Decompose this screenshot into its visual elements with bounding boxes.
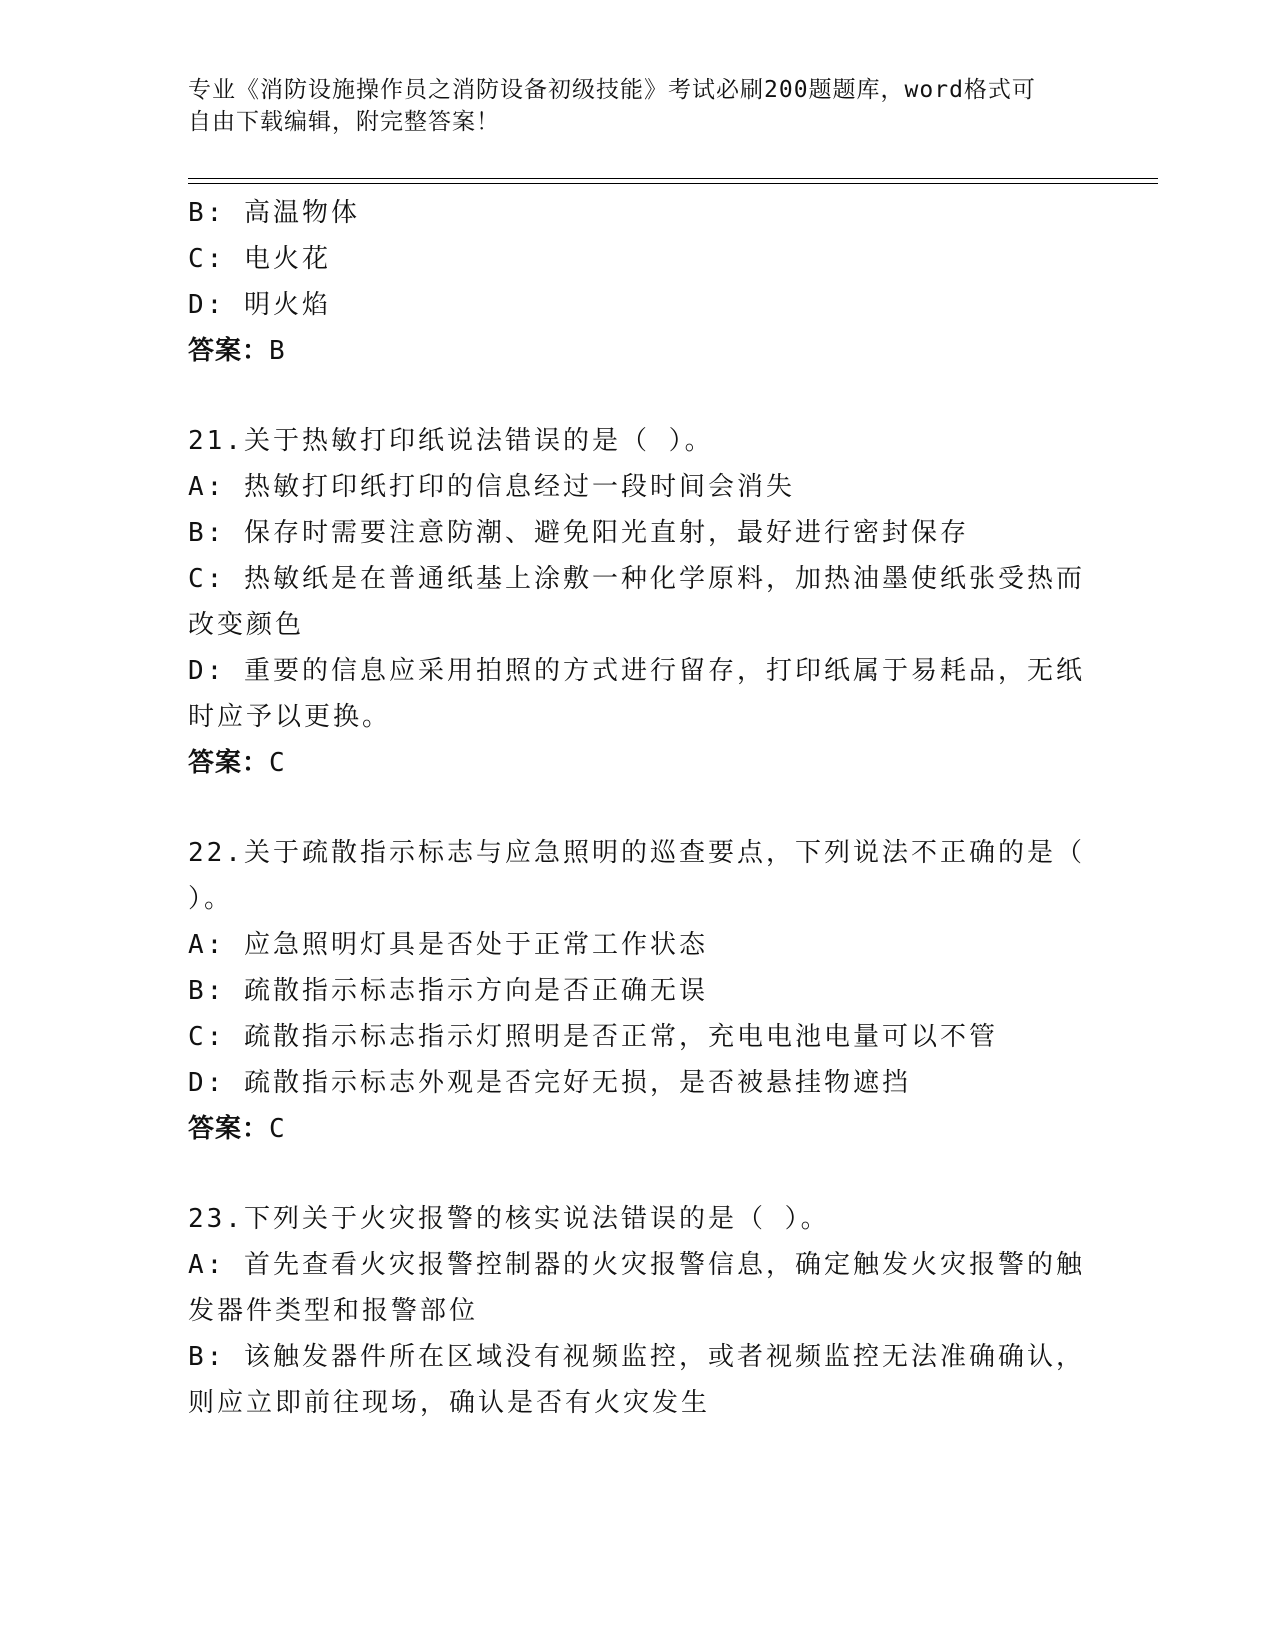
- header-divider-second: [188, 183, 1158, 184]
- option-a: A: 应急照明灯具是否处于正常工作状态: [188, 930, 708, 960]
- option-b: B: 高温物体: [188, 198, 360, 228]
- answer-value: C: [269, 1114, 288, 1144]
- option-a-continued: 发器件类型和报警部位: [188, 1296, 479, 1326]
- spacer: [188, 374, 1088, 418]
- spacer: [188, 1152, 1088, 1196]
- answer-line: [188, 328, 1088, 374]
- spacer: [188, 786, 1088, 830]
- question-stem: 23.下列关于火灾报警的核实说法错误的是（ ）。: [188, 1204, 830, 1234]
- option-d: D: 疏散指示标志外观是否完好无损，是否被悬挂物遮挡: [188, 1068, 911, 1098]
- answer-value: C: [269, 748, 288, 778]
- answer-label: 答案：: [188, 336, 270, 366]
- answer-line: [188, 1106, 1088, 1152]
- option-b: B: 该触发器件所在区域没有视频监控，或者视频监控无法准确确认，: [188, 1342, 1085, 1372]
- prev-question: [188, 190, 1088, 374]
- answer-value: B: [269, 336, 288, 366]
- option-d-continued: 时应予以更换。: [188, 702, 392, 732]
- option-c: C: 疏散指示标志指示灯照明是否正常，充电电池电量可以不管: [188, 1022, 998, 1052]
- answer-label: 答案：: [188, 748, 270, 778]
- header-divider: [188, 178, 1158, 179]
- question-stem: 21.关于热敏打印纸说法错误的是（ ）。: [188, 426, 714, 456]
- option-c-continued: 改变颜色: [188, 610, 305, 640]
- header-line-1: 专业《消防设施操作员之消防设备初级技能》考试必刷200题题库，word格式可: [188, 77, 1036, 103]
- option-b-continued: 则应立即前往现场，确认是否有火灾发生: [188, 1388, 711, 1418]
- option-a: A: 首先查看火灾报警控制器的火灾报警信息，确定触发火灾报警的触: [188, 1250, 1085, 1280]
- option-a: A: 热敏打印纸打印的信息经过一段时间会消失: [188, 472, 795, 502]
- answer-label: 答案：: [188, 1114, 270, 1144]
- page-header: [188, 74, 1068, 138]
- question-21: [188, 418, 1088, 786]
- option-d: D: 明火焰: [188, 290, 331, 320]
- answer-line: [188, 740, 1088, 786]
- question-22: [188, 830, 1088, 1152]
- header-line-2: 自由下载编辑，附完整答案！: [188, 109, 500, 135]
- option-b: B: 保存时需要注意防潮、避免阳光直射，最好进行密封保存: [188, 518, 969, 548]
- question-content: [188, 190, 1088, 1426]
- question-23: [188, 1196, 1088, 1426]
- option-c: C: 热敏纸是在普通纸基上涂敷一种化学原料，加热油墨使纸张受热而: [188, 564, 1085, 594]
- option-b: B: 疏散指示标志指示方向是否正确无误: [188, 976, 708, 1006]
- question-stem: 22.关于疏散指示标志与应急照明的巡查要点，下列说法不正确的是（: [188, 838, 1085, 868]
- question-stem-continued: ）。: [188, 884, 234, 914]
- option-d: D: 重要的信息应采用拍照的方式进行留存，打印纸属于易耗品，无纸: [188, 656, 1085, 686]
- option-c: C: 电火花: [188, 244, 331, 274]
